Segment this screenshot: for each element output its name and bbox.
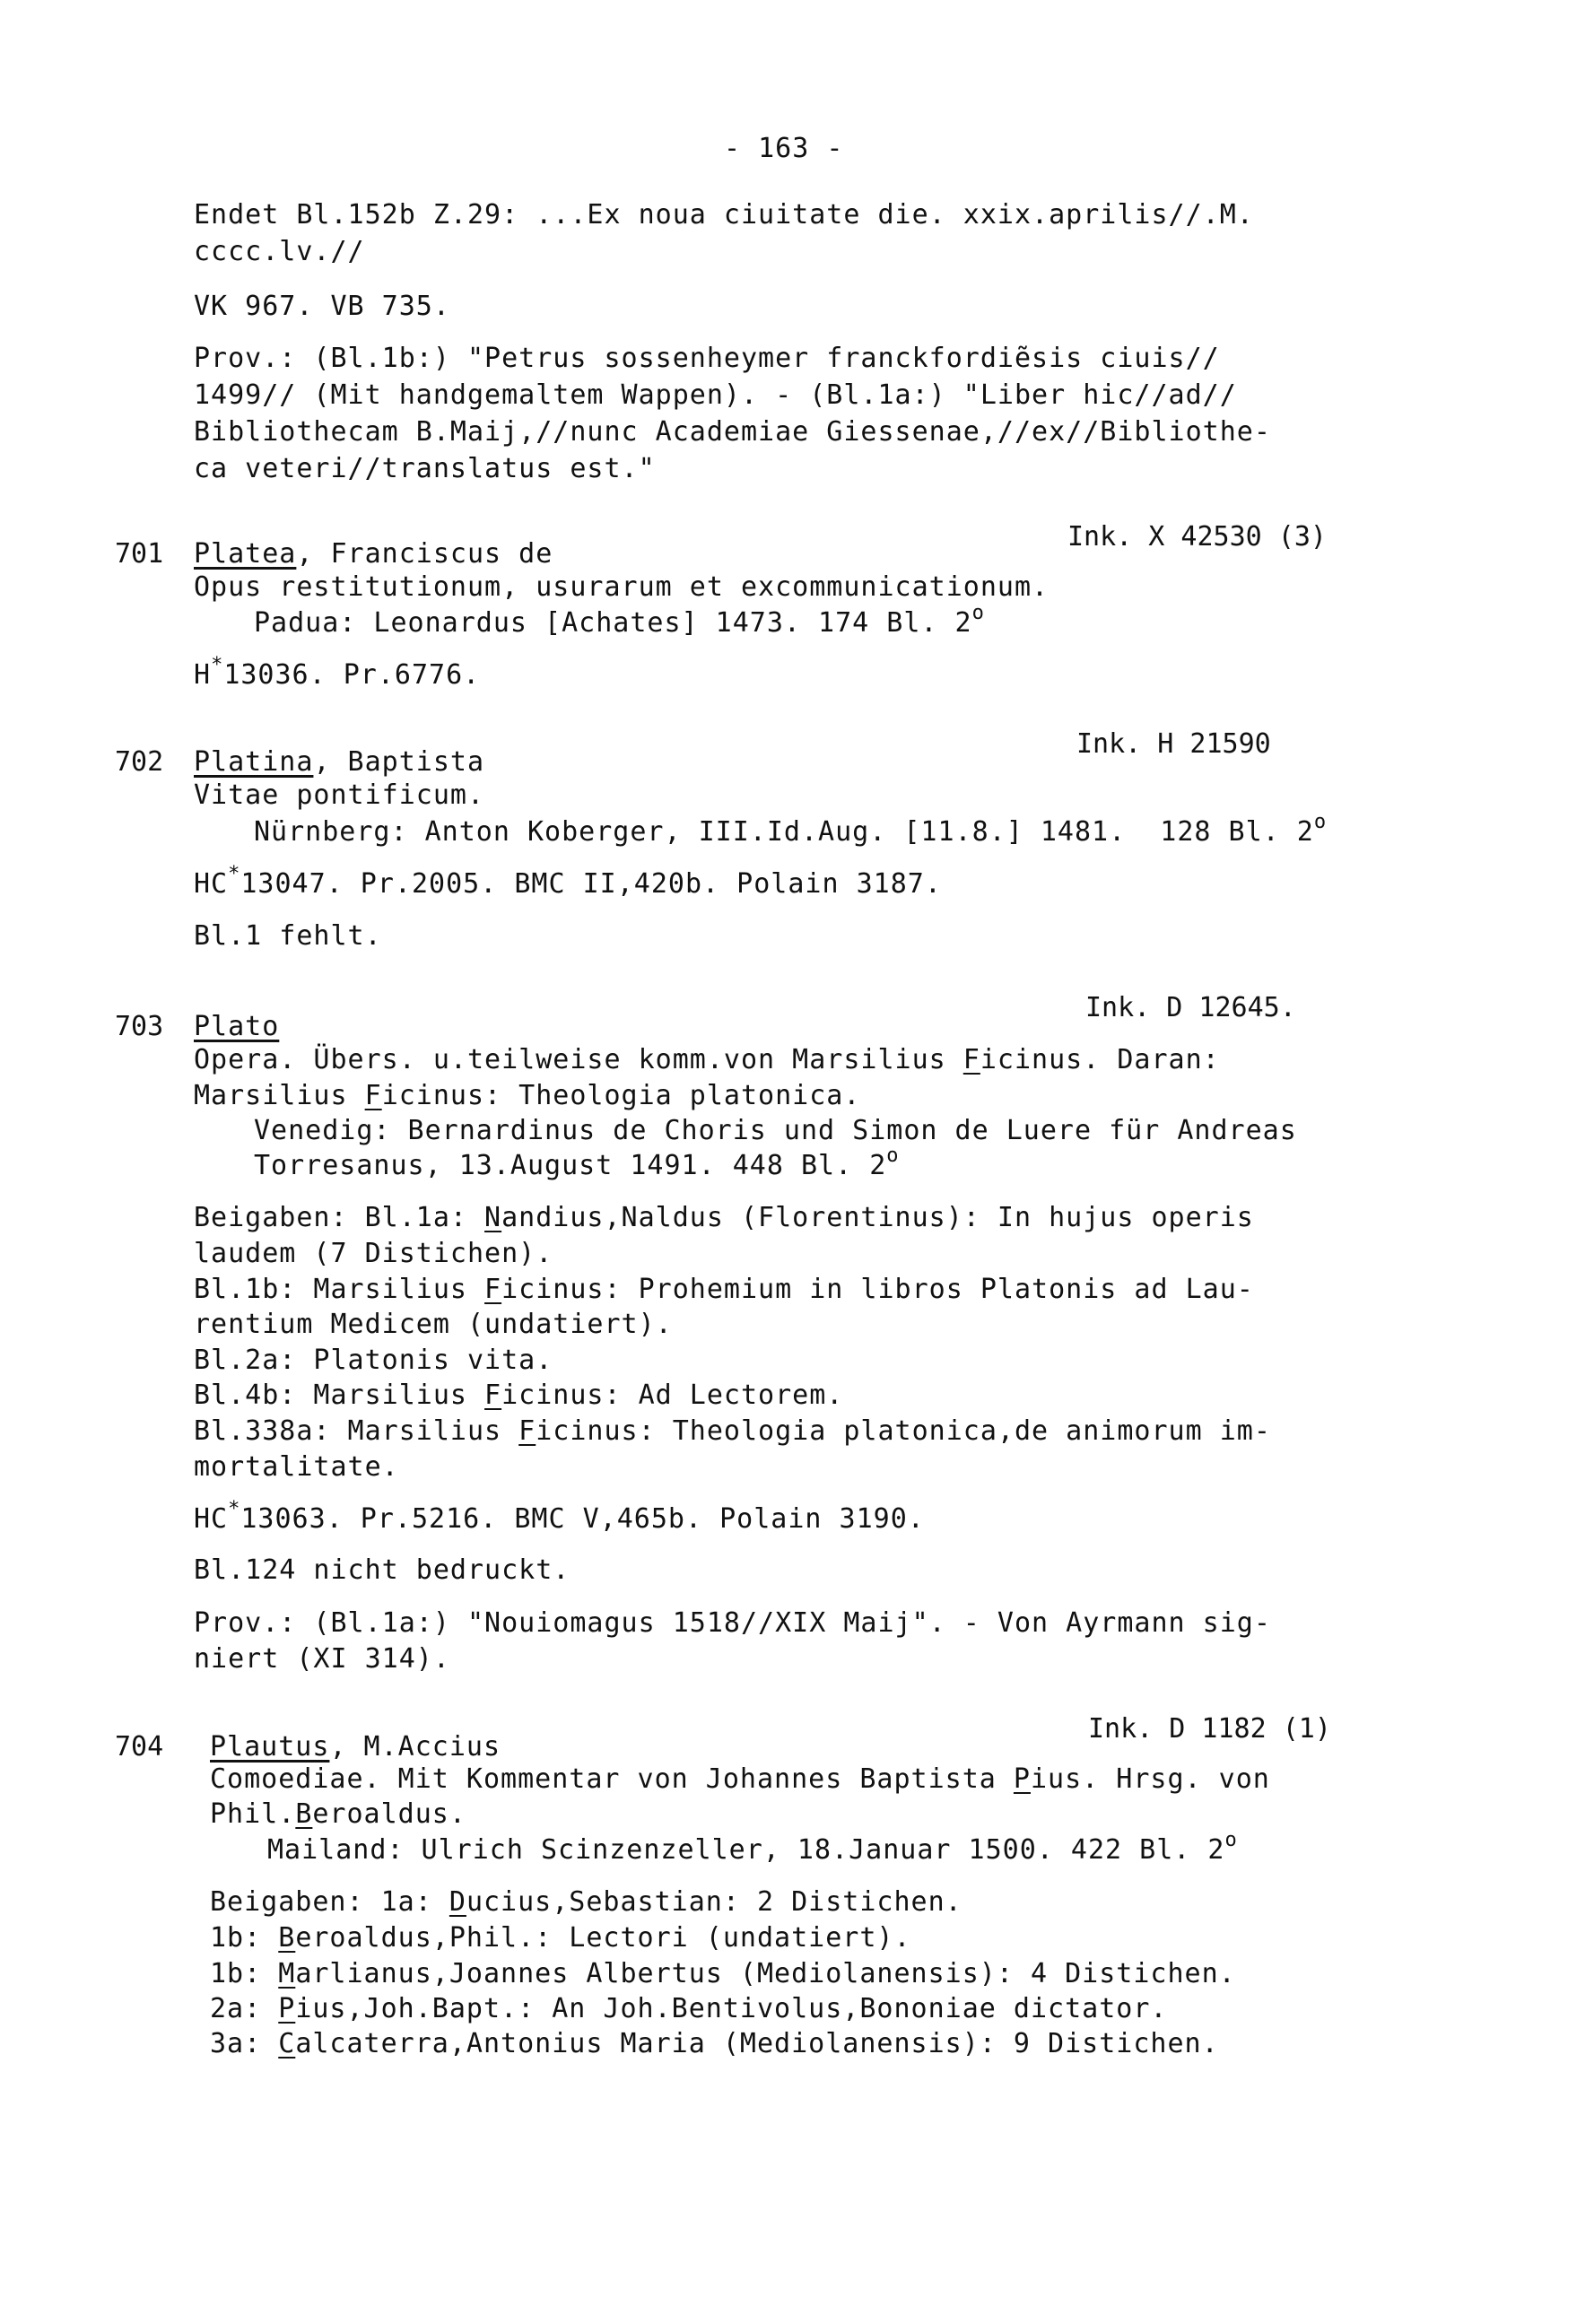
- index-letter: C: [278, 2028, 296, 2059]
- imprint-text: Mailand: Ulrich Scinzenzeller, 18.Januar 1500. 422 Bl. 2: [267, 1834, 1225, 1866]
- text-part: ucius,Sebastian: 2 Distichen.: [466, 1886, 962, 1918]
- format-superscript: o: [1224, 1829, 1238, 1851]
- text-part: ius. Hrsg. von: [1030, 1763, 1270, 1795]
- shelfmark: Ink. D 12645.: [1085, 992, 1296, 1023]
- title-line: [194, 1044, 1220, 1076]
- ref-text: 13047. Pr.2005. BMC II,420b. Polain 3187.: [240, 868, 942, 900]
- text-part: Beigaben: Bl.1a:: [194, 1202, 485, 1233]
- text-part: icinus: Prohemium in libros Platonis ad Lau-: [501, 1274, 1254, 1305]
- imprint-text: Torresanus, 13.August 1491. 448 Bl. 2: [254, 1150, 887, 1181]
- text-part: 1b:: [210, 1958, 279, 1989]
- entry-number: 704: [115, 1731, 164, 1763]
- entry-author: [194, 746, 484, 779]
- entry-author: [210, 1731, 501, 1763]
- text-part: icinus: Theologia platonica.: [381, 1080, 861, 1111]
- supplement-line: Bl.2a: Platonis vita.: [194, 1345, 553, 1376]
- provenance-line: ca veteri//translatus est.": [194, 453, 656, 484]
- shelfmark: Ink. X 42530 (3): [1067, 521, 1327, 553]
- index-letter: B: [278, 1922, 296, 1954]
- text-part: arlianus,Joannes Albertus (Mediolanensis): 4 Distichen.: [295, 1958, 1236, 1989]
- ref-star: *: [228, 1498, 241, 1520]
- index-letter: P: [278, 1993, 296, 2024]
- ref-prefix: H: [194, 659, 212, 691]
- index-letter: F: [962, 1044, 980, 1075]
- index-letter: F: [484, 1380, 502, 1411]
- shelfmark: Ink. H 21590: [1076, 728, 1271, 760]
- supplement-line: [194, 1380, 843, 1412]
- imprint-text: Nürnberg: Anton Koberger, III.Id.Aug. [11.8.] 1481. 128 Bl. 2: [254, 816, 1314, 848]
- reference-line: [194, 863, 942, 903]
- author-name: Platea: [194, 538, 297, 570]
- imprint-line: [254, 602, 985, 642]
- title-line: Opus restitutionum, usurarum et excommunicationum.: [194, 571, 1050, 603]
- author-name: Platina: [194, 746, 314, 778]
- title-line: Vitae pontificum.: [194, 779, 485, 811]
- title-line: [210, 1763, 1270, 1796]
- text-part: icinus. Daran:: [980, 1044, 1220, 1075]
- note-line: Bl.1 fehlt.: [194, 920, 382, 952]
- supplement-line: [210, 2028, 1219, 2060]
- text-part: Comoediae. Mit Kommentar von Johannes Baptista: [210, 1763, 1014, 1795]
- page-number: - 163 -: [724, 133, 844, 164]
- ref-prefix: HC: [194, 1503, 229, 1535]
- format-superscript: o: [1313, 811, 1328, 833]
- text-part: ius,Joh.Bapt.: An Joh.Bentivolus,Bononiae dictator.: [295, 1993, 1168, 2024]
- index-letter: F: [364, 1080, 382, 1111]
- supplement-line: [194, 1202, 1254, 1234]
- index-letter: F: [484, 1274, 502, 1305]
- shelfmark: Ink. D 1182 (1): [1088, 1713, 1331, 1745]
- provenance-line: 1499// (Mit handgemaltem Wappen). - (Bl.1a:) "Liber hic//ad//: [194, 379, 1237, 411]
- supplement-line: [210, 1993, 1167, 2025]
- index-letter: P: [1013, 1763, 1031, 1795]
- author-name: Plautus: [210, 1731, 330, 1763]
- supplement-line: [194, 1274, 1254, 1306]
- provenance-line: Bibliothecam B.Maij,//nunc Academiae Giessenae,//ex//Bibliothe-: [194, 416, 1271, 448]
- ref-star: *: [228, 863, 241, 885]
- imprint-text: Padua: Leonardus [Achates] 1473. 174 Bl. 2: [254, 607, 972, 639]
- imprint-line: [254, 1145, 900, 1185]
- text-part: Phil.: [210, 1798, 296, 1830]
- entry-author: [194, 538, 553, 570]
- imprint-line: [267, 1829, 1238, 1869]
- entry-number: 703: [115, 1011, 164, 1042]
- text-part: Opera. Übers. u.teilweise komm.von Marsilius: [194, 1044, 963, 1075]
- provenance-line: Prov.: (Bl.1a:) "Nouiomagus 1518//XIX Maij". - Von Ayrmann sig-: [194, 1607, 1271, 1639]
- ref-text: 13036. Pr.6776.: [223, 659, 481, 691]
- text-part: 1b:: [210, 1922, 279, 1954]
- note-line: Bl.124 nicht bedruckt.: [194, 1554, 571, 1586]
- supplement-line: [210, 1922, 911, 1954]
- text-part: alcaterra,Antonius Maria (Mediolanensis): 9 Distichen.: [295, 2028, 1219, 2059]
- text-part: icinus: Ad Lectorem.: [501, 1380, 844, 1411]
- reference-line: [194, 654, 481, 694]
- supplement-line: [210, 1958, 1236, 1990]
- text-part: Bl.338a: Marsilius: [194, 1415, 519, 1447]
- imprint-line: Venedig: Bernardinus de Choris und Simon de Luere für Andreas: [254, 1115, 1297, 1146]
- format-superscript: o: [886, 1145, 900, 1167]
- author-forename: , M.Accius: [329, 1731, 501, 1763]
- entry-number: 701: [115, 538, 164, 570]
- author-forename: , Franciscus de: [296, 538, 553, 570]
- colophon-line: cccc.lv.//: [194, 236, 365, 267]
- text-part: Beigaben: 1a:: [210, 1886, 449, 1918]
- supplement-line: laudem (7 Distichen).: [194, 1238, 553, 1269]
- text-part: Bl.4b: Marsilius: [194, 1380, 485, 1411]
- ref-text: 13063. Pr.5216. BMC V,465b. Polain 3190.: [240, 1503, 925, 1535]
- index-letter: F: [518, 1415, 536, 1447]
- reference-line: VK 967. VB 735.: [194, 291, 450, 322]
- index-letter: N: [484, 1202, 502, 1233]
- text-part: eroaldus,Phil.: Lectori (undatiert).: [295, 1922, 911, 1954]
- imprint-line: [254, 811, 1328, 851]
- colophon-line: Endet Bl.152b Z.29: ...Ex noua ciuitate die. xxix.aprilis//.M.: [194, 199, 1254, 231]
- author-name: Plato: [194, 1011, 280, 1042]
- reference-line: [194, 1498, 925, 1538]
- author-forename: , Baptista: [313, 746, 485, 778]
- ref-prefix: HC: [194, 868, 229, 900]
- text-part: 3a:: [210, 2028, 279, 2059]
- text-part: eroaldus.: [312, 1798, 466, 1830]
- ref-star: *: [211, 654, 224, 676]
- index-letter: M: [278, 1958, 296, 1989]
- text-part: Bl.1b: Marsilius: [194, 1274, 485, 1305]
- provenance-line: niert (XI 314).: [194, 1643, 450, 1675]
- entry-number: 702: [115, 746, 164, 778]
- index-letter: D: [449, 1886, 466, 1918]
- text-part: 2a:: [210, 1993, 279, 2024]
- title-line: [194, 1080, 860, 1112]
- supplement-line: [210, 1886, 962, 1919]
- index-letter: B: [295, 1798, 313, 1830]
- supplement-line: [194, 1415, 1271, 1448]
- entry-author: [194, 1011, 279, 1043]
- supplement-line: mortalitate.: [194, 1451, 399, 1483]
- text-part: icinus: Theologia platonica,de animorum im-: [536, 1415, 1271, 1447]
- text-part: Marsilius: [194, 1080, 365, 1111]
- title-line: [210, 1798, 466, 1831]
- provenance-line: Prov.: (Bl.1b:) "Petrus sossenheymer franckfordiẽsis ciuis//: [194, 343, 1220, 374]
- supplement-line: rentium Medicem (undatiert).: [194, 1309, 673, 1340]
- format-superscript: o: [971, 602, 985, 624]
- text-part: andius,Naldus (Florentinus): In hujus operis: [501, 1202, 1254, 1233]
